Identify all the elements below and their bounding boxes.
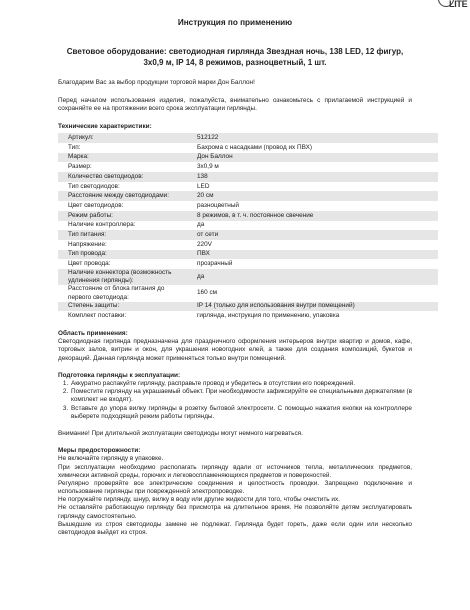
spec-row (58, 133, 438, 143)
specs-heading: Технические характеристики: (58, 123, 152, 131)
spec-label: Комплект поставки: (68, 312, 127, 320)
spec-label: Тип: (68, 143, 81, 151)
spec-value: да (197, 273, 205, 281)
spec-row (58, 162, 438, 172)
spec-label: Наличие коннектора (возможность удлинения гирлянды): (68, 268, 172, 285)
safety-item: Регулярно проверяйте все электрические соединения и целостность проводки. Запрещено подключение и использование гирлянды при поврежденной электропроводке. (58, 479, 412, 496)
spec-row (58, 230, 438, 240)
spec-label: Марка: (68, 153, 89, 161)
spec-row (58, 259, 438, 269)
spec-value: ПВХ (197, 250, 210, 258)
spec-row (58, 172, 438, 182)
spec-label: Режим работы: (68, 211, 113, 219)
product-title: Световое оборудование: светодиодная гирлянда Звездная ночь, 138 LED, 12 фигур, 3х0,9 м, IP 14, 8 режимов, разноцветный, 1 шт. (66, 46, 404, 67)
preparation-step: 1. Аккуратно распакуйте гирлянду, расправьте провод и убедитесь в отсутствии его повреждений. (70, 380, 412, 388)
spec-label: Наличие контроллера: (68, 221, 136, 229)
spec-label: Артикул: (68, 134, 94, 142)
spec-row (58, 302, 438, 312)
spec-value: 3х0,9 м (197, 163, 219, 171)
spec-label: Тип светодиодов: (68, 182, 120, 190)
logo-text: LITE (449, 0, 468, 9)
safety-item: Вышедшие из строя светодиоды замене не подлежат. Гирлянда будет гореть, даже если один или несколько светодиодов выйдет из строя. (58, 520, 412, 536)
spec-value: Бахрома с насадками (провод их ПВХ) (197, 143, 312, 151)
spec-value: да (197, 221, 205, 229)
attention-text: Внимание! При длительной эксплуатации светодиоды могут немного нагреваться. (58, 429, 303, 437)
spec-label: Расстояние между светодиодами: (68, 192, 170, 200)
spec-value: 20 см (197, 192, 214, 200)
spec-label: Степень защиты: (68, 302, 120, 310)
preparation-heading: Подготовка гирлянды к эксплуатации: (58, 371, 181, 379)
usage-text: Светодиодная гирлянда предназначена для праздничного оформления интерьеров внутри квартир и домов, кафе, торговых залов, витрин и окон, для украшения новогодних елей, а также для создания композиций, букетов и декораций. Данная гирлянда может применяться только внутри помещений. (58, 338, 412, 362)
spec-row (58, 191, 438, 201)
thanks-text: Благодарим Вас за выбор продукции торговой марки Дон Баллон! (58, 78, 255, 86)
spec-row (58, 269, 438, 285)
safety-item: Не включайте гирлянду в упаковке. (58, 455, 164, 463)
spec-value: от сети (197, 230, 219, 238)
specs-table (58, 133, 438, 321)
spec-row (58, 153, 438, 163)
spec-value: 220V (197, 240, 212, 248)
spec-label: Количество светодиодов: (68, 172, 144, 180)
spec-row (58, 211, 438, 221)
page-title: Инструкция по применению (177, 18, 293, 27)
intro-text: Перед началом использования изделия, пожалуйста, внимательно ознакомьтесь с прилагаемой инструкцией и сохраняйте ее на протяжении всего срока эксплуатации гирлянды. (58, 96, 412, 112)
preparation-step: 2. Поместите гирлянду на украшаемый объект. При необходимости зафиксируйте ее специальными держателями (в комплект не входят). (70, 388, 412, 404)
spec-label: Размер: (68, 163, 92, 171)
spec-value: гирлянда, инструкция по применению, упаковка (197, 312, 340, 320)
spec-label: Цвет провода: (68, 260, 111, 267)
spec-value: 160 см (197, 289, 218, 297)
spec-value: 512122 (197, 134, 219, 142)
spec-value: разноцветный (197, 201, 239, 209)
spec-value: 138 (197, 172, 208, 180)
spec-label: Тип питания: (68, 230, 107, 238)
safety-item: При эксплуатации необходимо располагать гирлянду вдали от источников тепла, металлических предметов, химически активной среды, горючих и легковоспламеняющихся предметов и поверхностей. (58, 463, 412, 479)
spec-value: прозрачный (197, 260, 233, 267)
usage-heading: Область применения: (58, 330, 128, 338)
spec-value: Дон Баллон (197, 153, 233, 161)
spec-row (58, 311, 438, 321)
spec-row (58, 182, 438, 192)
brand-logo (436, 0, 470, 14)
safety-item: Не погружайте гирлянду, шнур, вилку в воду или другие жидкости для того, чтобы очистить их. (58, 496, 340, 504)
spec-label: Расстояние от блока питания до первого светодиода: (68, 285, 165, 301)
spec-value: IP 14 (только для использования внутри помещений) (197, 302, 355, 310)
spec-row (58, 240, 438, 250)
spec-row (58, 221, 438, 231)
safety-item: Не оставляйте работающую гирлянду без присмотра на длительное время. Не позволяйте детям эксплуатировать гирлянду самостоятельно. (58, 504, 412, 520)
spec-row (58, 143, 438, 153)
spec-row (58, 201, 438, 211)
safety-heading: Меры предосторожности: (58, 447, 141, 455)
preparation-steps (58, 380, 412, 421)
spec-label: Напряжение: (68, 240, 107, 248)
spec-row (58, 285, 438, 301)
spec-label: Цвет светодиодов: (68, 201, 124, 209)
spec-value: LED (197, 182, 210, 190)
spec-value: 8 режимов, в т. ч. постоянное свечение (197, 211, 314, 219)
preparation-step: 3. Вставьте до упора вилку гирлянды в розетку бытовой электросети. С помощью нажатия кнопки на контроллере выберете подходящий режим работы гирлянды. (70, 405, 412, 421)
spec-row (58, 250, 438, 260)
spec-label: Тип провода: (68, 250, 107, 258)
